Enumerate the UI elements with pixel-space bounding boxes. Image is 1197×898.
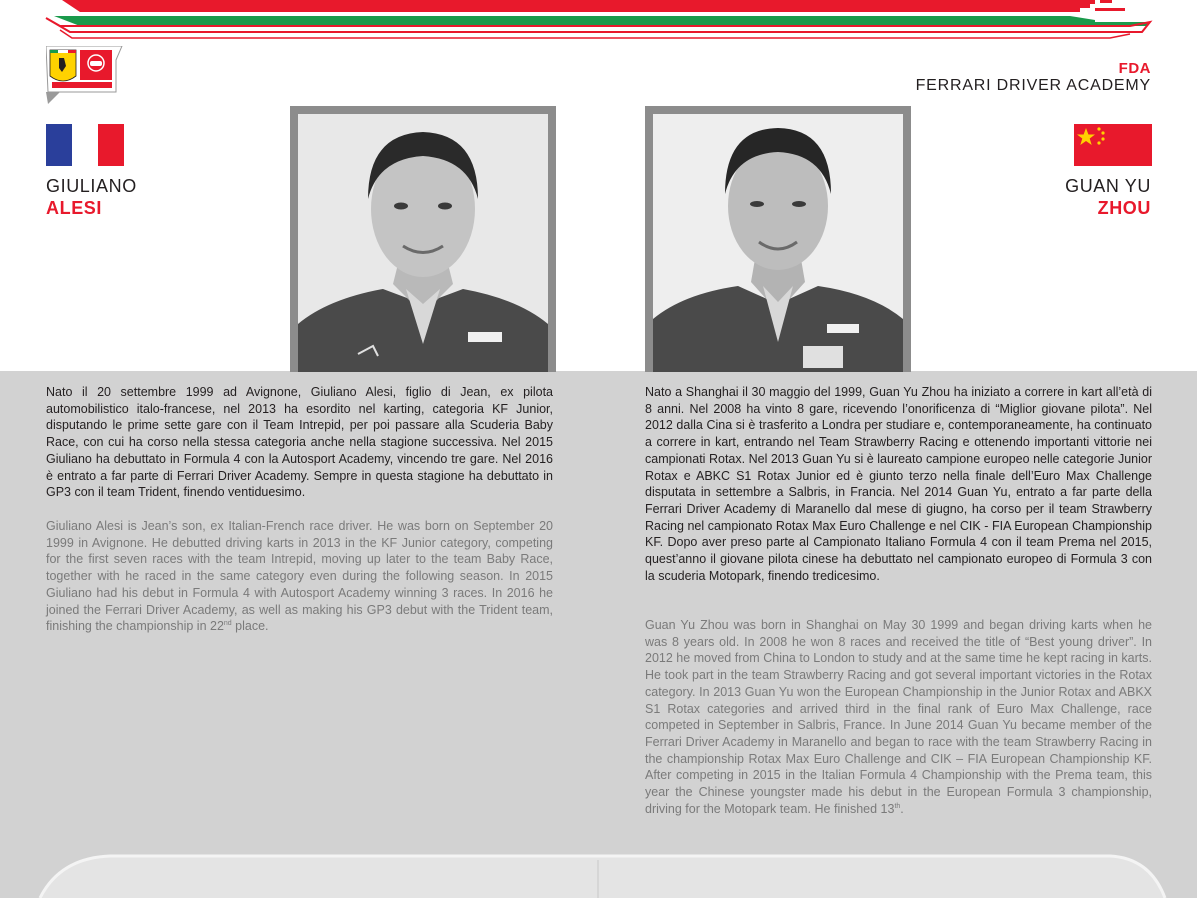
fda-heading: [916, 60, 1151, 95]
bio-english-left: [46, 518, 553, 635]
ordinal-suffix: th: [894, 802, 901, 810]
bio-text: Nato il 20 settembre 1999 ad Avignone, Giuliano Alesi, figlio di Jean, ex pilota automobilistico italo-francese, nel 2013 ha esordito nel karting, categoria KF Junior, disputando le prime sette gare con il Team Intrepid, per poi passare alla Scuderia Baby Race, con cui ha corso nella stessa categoria anche nella stagione successiva. Nel 2015 Giuliano ha debuttato in Formula 4 con la Autosport Academy, vincendo tre gare. Nel 2016 è entrato a far parte di Ferrari Driver Academy. Sempre in questa stagione ha debuttato in GP3 con il team Trident, finendo ventiduesimo.: [46, 385, 553, 500]
china-flag-icon: [1074, 124, 1152, 166]
driver-name-right: [1065, 175, 1151, 219]
bio-italian-right: [645, 384, 1152, 584]
bio-text-end: .: [900, 801, 904, 816]
first-name: GIULIANO: [46, 176, 137, 196]
bio-italian-left: [46, 384, 553, 501]
driver-photo-right: [645, 106, 911, 372]
first-name: GUAN YU: [1065, 176, 1151, 196]
bio-text: Guan Yu Zhou was born in Shanghai on May 30 1999 and began driving karts when he was 8 years old. In 2008 he won 8 races and received the title of “Best young driver”. In 2012 he moved from China to London to study and at the same time he kept racing in karts. He took part in the team Strawberry Racing and got several important victories in the Rotax category. In 2013 Guan Yu won the European Championship in the Junior Rotax and ABKX S1 Rotax categories and arrived third in the final rank of Euro Max Challenge, race competed in September in Salbris, France. In June 2014 Guan Yu became member of the Ferrari Driver Academy in Maranello and began to race with the team Strawberry Racing in the championship Rotax Max Euro Challenge and CIK – FIA European Championship KF. After competing in 2015 in the Italian Formula 4 Championship with the Prema team, this year the Chinese youngster made his debut in the European Formula 3 championship, driving for the Motopark team. He finished 13: [645, 618, 1152, 816]
bio-text: Nato a Shanghai il 30 maggio del 1999, Guan Yu Zhou ha iniziato a correre in kart all’età di 8 anni. Nel 2008 ha vinto 8 gare, ricevendo l’onorificenza di “Miglior giovane pilota”. Nel 2012 dalla Cina si è trasferito a Londra per studiare e, contemporaneamente, ha continuato a correre in kart, entrando nel Team Strawberry Racing e ottenendo importanti vittorie nei campionati Rotax. Nel 2013 Guan Yu si è laureato campione europeo nelle categorie Junior Rotax e ABKC S1 Rotax Junior ed è giunto terzo nella finale dell’Euro Max Challenge disputata in settembre a Salbris, in Francia. Nel 2014 Guan Yu, entrato a far parte della Ferrari Driver Academy di Maranello dal mese di giugno, ha corso per il team Strawberry Racing nel campionato Rotax Max Euro Challenge e nel CIK - FIA European Championship KF. Dopo aver preso parte al Campionato Italiano Formula 4 con il team Prema nel 2015, quest’anno il giovane pilota cinese ha debuttato nel campionato europeo di Formula 3 con la scuderia Motopark, finendo tredicesimo.: [645, 385, 1152, 583]
fda-full-name: FERRARI DRIVER ACADEMY: [915, 77, 1151, 94]
ordinal-suffix: nd: [223, 620, 232, 628]
france-flag-icon: [46, 124, 124, 166]
bio-english-right: [645, 617, 1152, 817]
ferrari-driver-academy-logo: [46, 46, 124, 104]
driver-name-left: [46, 175, 137, 219]
bio-text-end: place.: [231, 619, 269, 634]
last-name: ZHOU: [1097, 198, 1151, 218]
last-name: ALESI: [46, 198, 103, 218]
footer-decoration: [0, 850, 1197, 898]
fda-abbreviation: FDA: [1118, 60, 1151, 77]
header-stripes: [0, 0, 1197, 45]
bio-text: Giuliano Alesi is Jean’s son, ex Italian-French race driver. He was born on September 20 1999 in Avignone. He debutted driving karts in 2013 in the KF Junior category, competing for the first seven races with the team Intrepid, moving up later to the team Baby Race, together with he raced in the same category even during the following season. In 2015 Giuliano had his debut in Formula 4 with Autosport Academy winning 3 races. In 2016 he joined the Ferrari Driver Academy, as well as making his GP3 debut with the Trident team, finishing the championship in 22: [46, 519, 553, 634]
driver-photo-left: [290, 106, 556, 372]
